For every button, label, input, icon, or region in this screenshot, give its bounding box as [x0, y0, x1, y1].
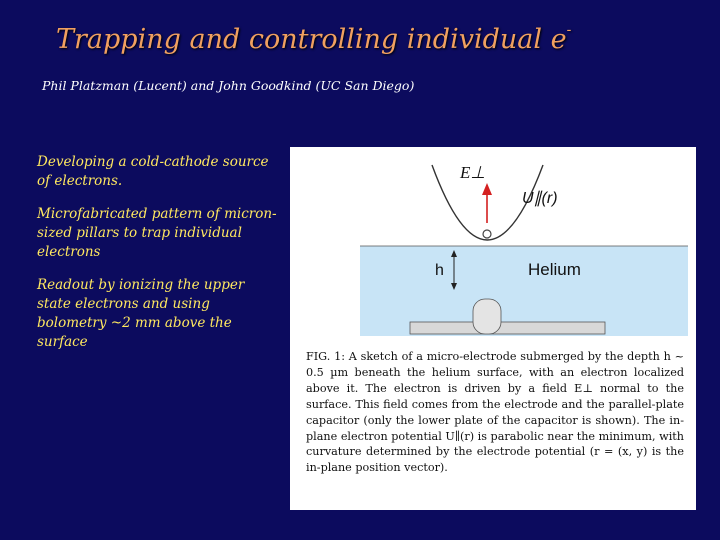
electrode-pillar [473, 299, 501, 334]
electrode-diagram [290, 147, 696, 347]
helium-label: Helium [528, 260, 581, 279]
field-label: E⊥ [460, 163, 486, 182]
electron-marker [483, 230, 491, 238]
bullet-list [37, 153, 277, 366]
potential-label: U∥(r) [522, 190, 558, 207]
figure-caption: FIG. 1: A sketch of a micro-electrode submerged by the depth h ~ 0.5 µm beneath the helium surface, with an electron localized above it. The electron is driven by a field E⊥ normal to the surface. This field comes from the electrode and the parallel-plate capacitor (only the lower plate of the capacitor is shown). The in-plane electron potential U∥(r) is parabolic near the minimum, with curvature determined by the electrode potential (r = (x, y) is the in-plane position vector). [306, 350, 684, 475]
slide-subtitle: Phil Platzman (Lucent) and John Goodkind (UC San Diego) [42, 78, 415, 93]
slide-title: Trapping and controlling individual e- [56, 22, 572, 55]
capacitor-plate [410, 322, 605, 334]
field-arrow-head [482, 183, 492, 195]
figure-panel [290, 147, 696, 510]
height-label: h [435, 262, 444, 279]
bullet-item: Developing a cold-cathode source of electrons. [37, 154, 269, 189]
bullet-item: Microfabricated pattern of micron-sized pillars to trap individual electrons [37, 206, 277, 260]
bullet-item: Readout by ionizing the upper state electrons and using bolometry ~2 mm above the surface [37, 277, 245, 350]
